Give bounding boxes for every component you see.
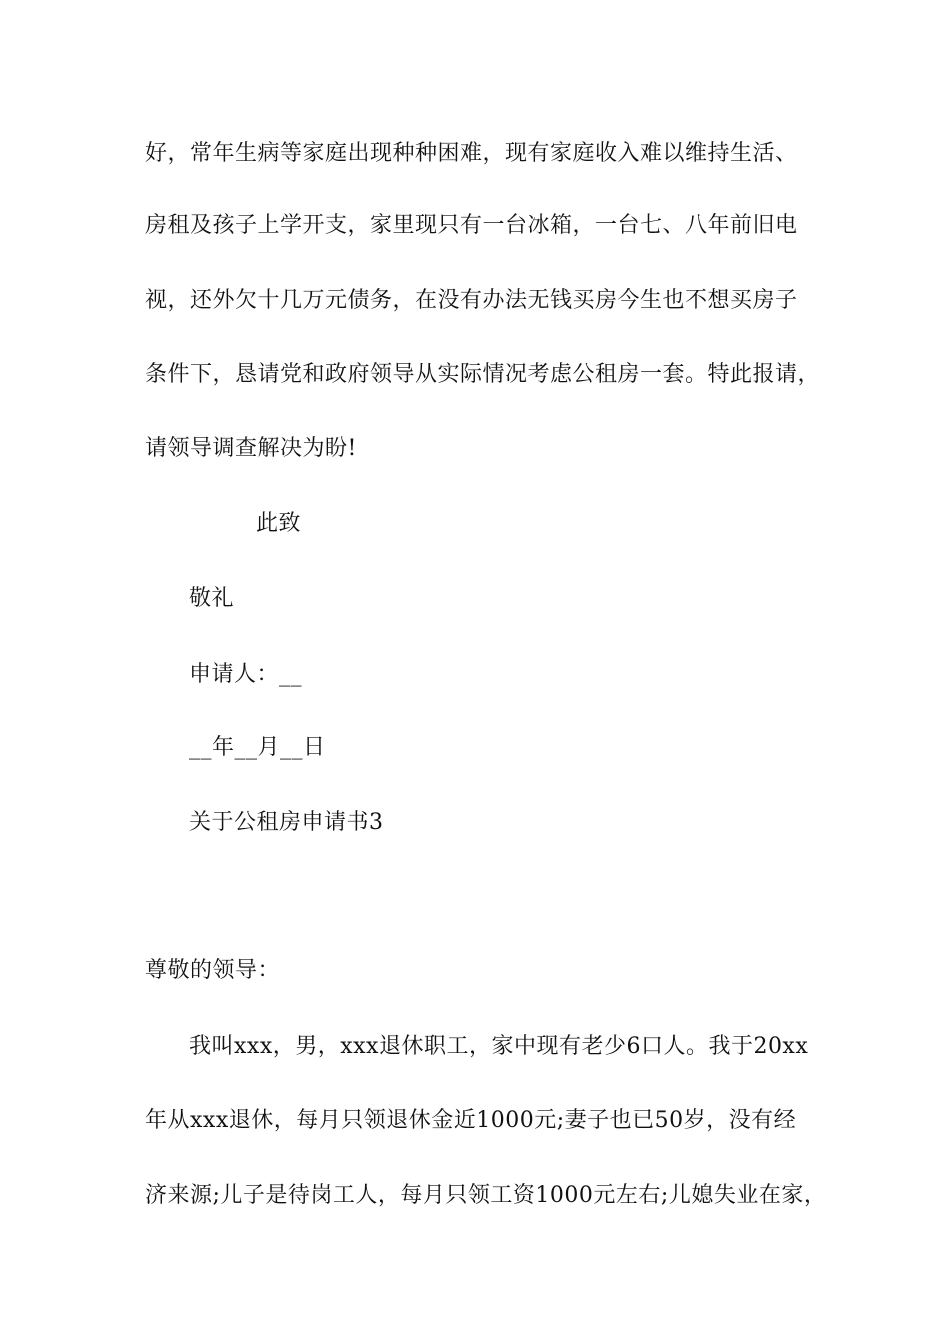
paragraph-line: 房租及孩子上学开支，家里现只有一台冰箱，一台七、八年前旧电 — [145, 213, 798, 238]
section-title: 关于公租房申请书3 — [189, 810, 384, 835]
closing-salute: 敬礼 — [189, 586, 235, 611]
paragraph-line: 我叫xxx，男，xxx退休职工，家中现有老少6口人。我于20xx — [189, 1034, 809, 1059]
paragraph-line: 年从xxx退休，每月只领退休金近1000元;妻子也已50岁，没有经 — [145, 1108, 797, 1133]
paragraph-line: 济来源;儿子是待岗工人，每月只领工资1000元左右;儿媳失业在家， — [145, 1183, 827, 1208]
paragraph-line: 好，常年生病等家庭出现种种困难，现有家庭收入难以维持生活、 — [145, 141, 798, 166]
salutation: 尊敬的领导： — [145, 958, 281, 983]
paragraph-line: 视，还外欠十几万元债务，在没有办法无钱买房今生也不想买房子 — [145, 288, 798, 313]
closing-greeting: 此致 — [256, 511, 302, 536]
paragraph-line: 条件下，恳请党和政府领导从实际情况考虑公租房一套。特此报请， — [145, 362, 821, 387]
applicant-line: 申请人：__ — [189, 662, 303, 687]
paragraph-line: 请领导调查解决为盼! — [145, 436, 357, 461]
date-line: __年__月__日 — [189, 735, 326, 760]
